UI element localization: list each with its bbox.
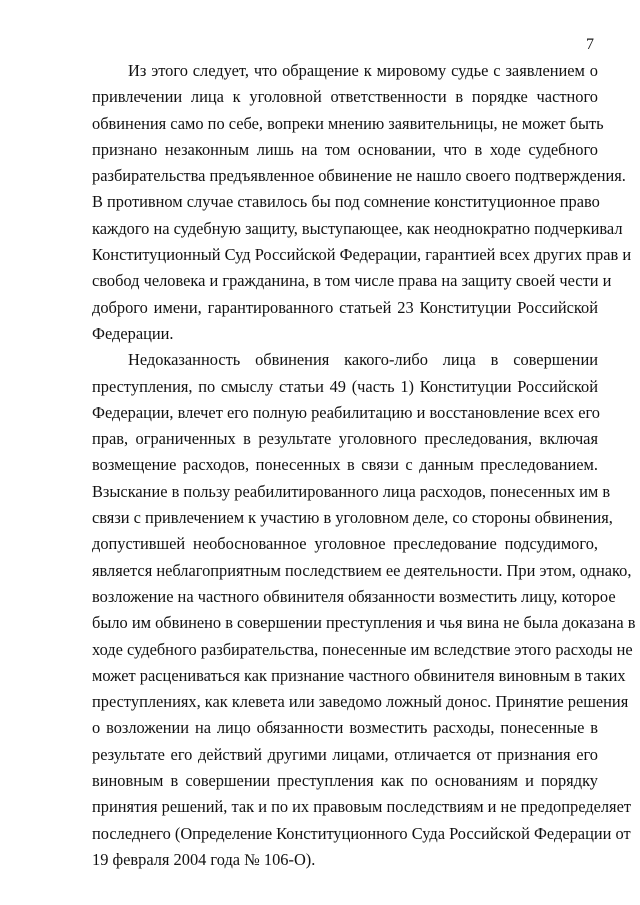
text-line: о возложении на лицо обязанности возместить расходы, понесенные в bbox=[92, 718, 598, 738]
text-line: свобод человека и гражданина, в том числе права на защиту своей чести и bbox=[92, 271, 612, 291]
text-line: связи с привлечением к участию в уголовном деле, со стороны обвинения, bbox=[92, 508, 613, 528]
text-line: Федерации, влечет его полную реабилитацию и восстановление всех его bbox=[92, 402, 601, 422]
document-body bbox=[92, 58, 636, 873]
text-line: 19 февраля 2004 года № 106-О). bbox=[92, 849, 316, 869]
text-line: виновным в совершении преступления как по основаниям и порядку bbox=[92, 771, 598, 791]
text-line: было им обвинено в совершении преступления и чья вина не была доказана в bbox=[92, 613, 636, 633]
text-line: доброго имени, гарантированного статьей 23 Конституции Российской bbox=[92, 297, 598, 317]
paragraph-2 bbox=[92, 347, 636, 873]
text-line: Федерации. bbox=[92, 323, 174, 343]
text-line: ходе судебного разбирательства, понесенные им вследствие этого расходы не bbox=[92, 639, 633, 659]
text-line: Недоказанность обвинения какого-либо лица в совершении bbox=[128, 350, 598, 370]
text-line: Из этого следует, что обращение к мировому судье с заявлением о bbox=[128, 61, 598, 80]
text-line: возложение на частного обвинителя обязанности возместить лицу, которое bbox=[92, 586, 616, 606]
text-line: последнего (Определение Конституционного Суда Российской Федерации от bbox=[92, 823, 631, 843]
text-line: прав, ограниченных в результате уголовного преследования, включая bbox=[92, 429, 598, 449]
text-line: разбирательства предъявленное обвинение не нашло своего подтверждения. bbox=[92, 166, 626, 186]
text-line: может расцениваться как признание частного обвинителя виновным в таких bbox=[92, 665, 626, 685]
page-number: 7 bbox=[586, 36, 594, 53]
text-line: Конституционный Суд Российской Федерации, гарантией всех других прав и bbox=[92, 245, 632, 265]
text-line: возмещение расходов, понесенных в связи с данным преследованием. bbox=[92, 455, 598, 475]
text-line: принятия решений, так и по их правовым последствиям и не предопределяет bbox=[92, 797, 632, 817]
text-line: является неблагоприятным последствием ее деятельности. При этом, однако, bbox=[92, 560, 632, 580]
text-line: В противном случае ставилось бы под сомнение конституционное право bbox=[92, 192, 600, 212]
text-line: преступлениях, как клевета или заведомо ложный донос. Принятие решения bbox=[92, 692, 629, 712]
paragraph-1 bbox=[92, 58, 632, 347]
text-line: привлечении лица к уголовной ответственности в порядке частного bbox=[92, 87, 598, 107]
text-line: допустившей необоснованное уголовное преследование подсудимого, bbox=[92, 534, 598, 554]
text-line: результате его действий другими лицами, отличается от признания его bbox=[92, 744, 598, 764]
text-line: Взыскание в пользу реабилитированного лица расходов, понесенных им в bbox=[92, 481, 611, 501]
text-line: каждого на судебную защиту, выступающее, как неоднократно подчеркивал bbox=[92, 218, 623, 238]
text-line: признано незаконным лишь на том основании, что в ходе судебного bbox=[92, 139, 598, 159]
text-line: преступления, по смыслу статьи 49 (часть 1) Конституции Российской bbox=[92, 376, 598, 396]
text-line: обвинения само по себе, вопреки мнению заявительницы, не может быть bbox=[92, 113, 604, 133]
